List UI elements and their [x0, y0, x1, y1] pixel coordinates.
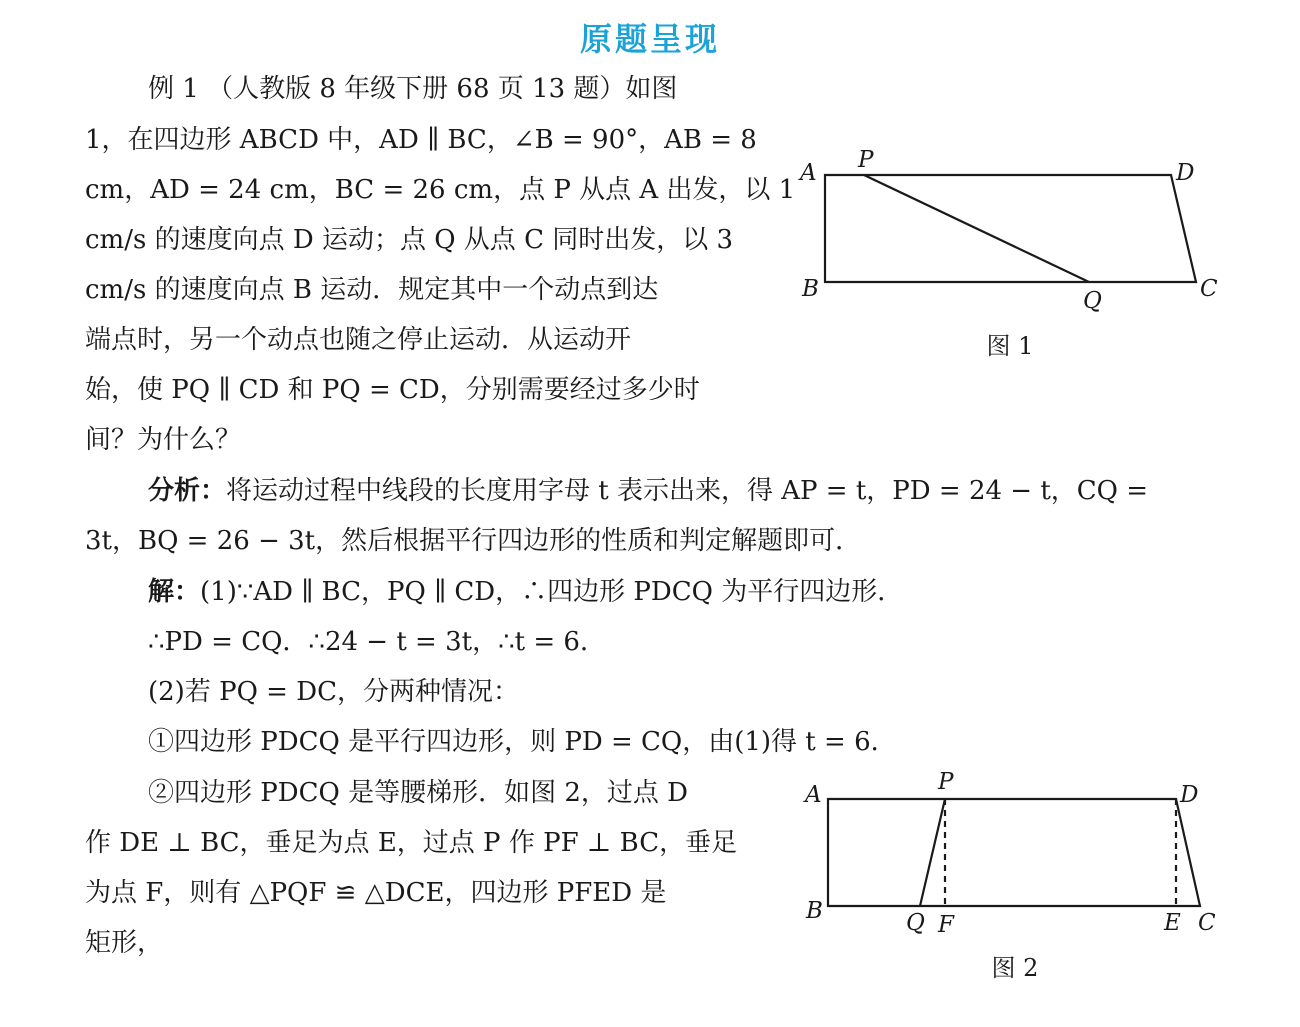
problem-line-5: cm/s 的速度向点 B 运动．规定其中一个动点到达: [85, 275, 659, 305]
fig2-label-f: F: [938, 912, 954, 938]
solution-line-4: ①四边形 PDCQ 是平行四边形，则 PD = CQ，由(1)得 t = 6．: [148, 727, 897, 757]
fig2-label-c: C: [1198, 910, 1216, 936]
trapezoid-abcd: [825, 175, 1196, 282]
problem-line-2: 1，在四边形 ABCD 中，AD ∥ BC，∠B = 90°，AB = 8: [85, 125, 757, 155]
fig1-label-q: Q: [1083, 288, 1102, 314]
solution-text-1: (1)∵AD ∥ BC，PQ ∥ CD，∴四边形 PDCQ 为平行四边形．: [200, 577, 904, 607]
fig1-label-d: D: [1176, 160, 1195, 186]
analysis-line-2: 3t，BQ = 26 − 3t，然后根据平行四边形的性质和判定解题即可．: [85, 526, 862, 556]
problem-line-8: 间？为什么？: [85, 425, 242, 455]
solution-line-7: 为点 F，则有 △PQF ≌ △DCE，四边形 PFED 是: [85, 878, 667, 908]
segment-pq-2: [920, 799, 945, 906]
solution-line-2: ∴PD = CQ．∴24 − t = 3t，∴t = 6．: [148, 627, 606, 657]
solution-line-6: 作 DE ⊥ BC，垂足为点 E，过点 P 作 PF ⊥ BC，垂足: [85, 828, 738, 858]
analysis-text-1: 将运动过程中线段的长度用字母 t 表示出来，得 AP = t，PD = 24 − t，CQ =: [226, 476, 1149, 506]
section-title: 原题呈现: [579, 20, 720, 58]
problem-line-4: cm/s 的速度向点 D 运动；点 Q 从点 C 同时出发，以 3: [85, 225, 734, 255]
figure-2-caption: 图 2: [991, 954, 1039, 982]
fig1-label-b: B: [802, 276, 819, 302]
solution-line-3: (2)若 PQ = DC，分两种情况：: [148, 677, 519, 707]
trapezoid-abcd-2: [828, 799, 1200, 906]
solution-label: 解：: [148, 577, 201, 607]
fig2-label-b: B: [806, 898, 823, 924]
figure-2: [828, 799, 1200, 906]
problem-line-1: 例 1 （人教版 8 年级下册 68 页 13 题）如图: [148, 74, 678, 104]
solution-line-5: ②四边形 PDCQ 是等腰梯形．如图 2，过点 D: [148, 778, 688, 808]
solution-line-8: 矩形，: [85, 928, 164, 958]
fig1-label-p: P: [858, 147, 874, 173]
problem-line-3: cm，AD = 24 cm，BC = 26 cm，点 P 从点 A 出发，以 1: [85, 175, 796, 205]
figure-1-caption: 图 1: [986, 332, 1034, 360]
fig1-label-c: C: [1200, 276, 1218, 302]
problem-line-6: 端点时，另一个动点也随之停止运动．从运动开: [85, 325, 632, 355]
fig2-label-p: P: [938, 769, 954, 795]
fig2-label-a: A: [805, 782, 822, 808]
fig1-label-a: A: [800, 160, 817, 186]
fig2-label-q: Q: [906, 910, 925, 936]
figure-1: [825, 175, 1196, 282]
problem-line-7: 始，使 PQ ∥ CD 和 PQ = CD，分别需要经过多少时: [85, 375, 700, 405]
analysis-label: 分析：: [148, 476, 227, 506]
fig2-label-d: D: [1180, 782, 1199, 808]
segment-pq: [864, 175, 1089, 282]
fig2-label-e: E: [1164, 910, 1181, 936]
